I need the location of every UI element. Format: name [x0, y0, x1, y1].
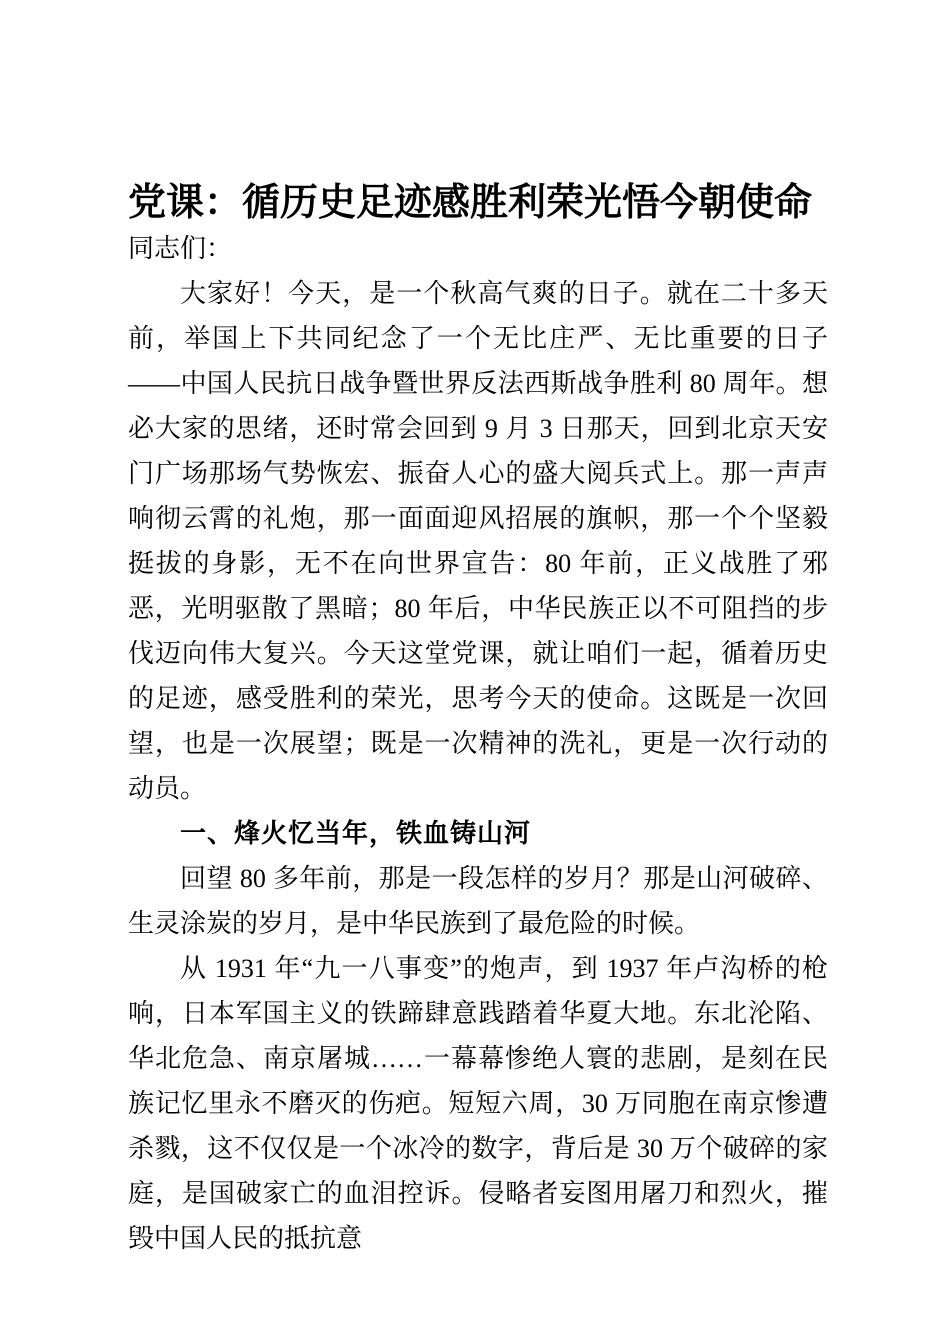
paragraph-retrospect: 回望 80 多年前，那是一段怎样的岁月？那是山河破碎、生灵涂炭的岁月，是中华民族到了最危险的时候。 [128, 864, 828, 938]
section-heading-1: 一、烽火忆当年，铁血铸山河 [180, 818, 532, 848]
page-title: 党课：循历史足迹感胜利荣光悟今朝使命 [128, 182, 813, 224]
paragraph-opening: 大家好！今天，是一个秋高气爽的日子。就在二十多天前，举国上下共同纪念了一个无比庄严、无比重要的日子——中国人民抗日战争暨世界反法西斯战争胜利 80 周年。想必大家的思绪，还时常会回到 9 月 3 日那天，回到北京天安门广场那场气势恢宏、振奋人心的盛大阅兵式上。那一声声响彻云霄的礼炮，那一面面迎风招展的旗帜，那一个个坚毅挺拔的身影，无不在向世界宣告：80 年前，正义战胜了邪恶，光明驱散了黑暗；80 年后，中华民族正以不可阻挡的步伐迈向伟大复兴。今天这堂党课，就让咱们一起，循着历史的足迹，感受胜利的荣光，思考今天的使命。这既是一次回望，也是一次展望；既是一次精神的洗礼，更是一次行动的动员。 [128, 279, 828, 803]
salutation: 同志们： [128, 234, 233, 263]
paragraph-history: 从 1931 年“九一八事变”的炮声，到 1937 年卢沟桥的枪响，日本军国主义的铁蹄肆意践踏着华夏大地。东北沦陷、华北危急、南京屠城……一幕幕惨绝人寰的悲剧，是刻在民族记忆里永不磨灭的伤疤。短短六周，30 万同胞在南京惨遭杀戮，这不仅仅是一个冰冷的数字，背后是 30 万个破碎的家庭，是国破家亡的血泪控诉。侵略者妄图用屠刀和烈火，摧毁中国人民的抵抗意 [128, 954, 828, 1253]
document-body [128, 226, 828, 1261]
